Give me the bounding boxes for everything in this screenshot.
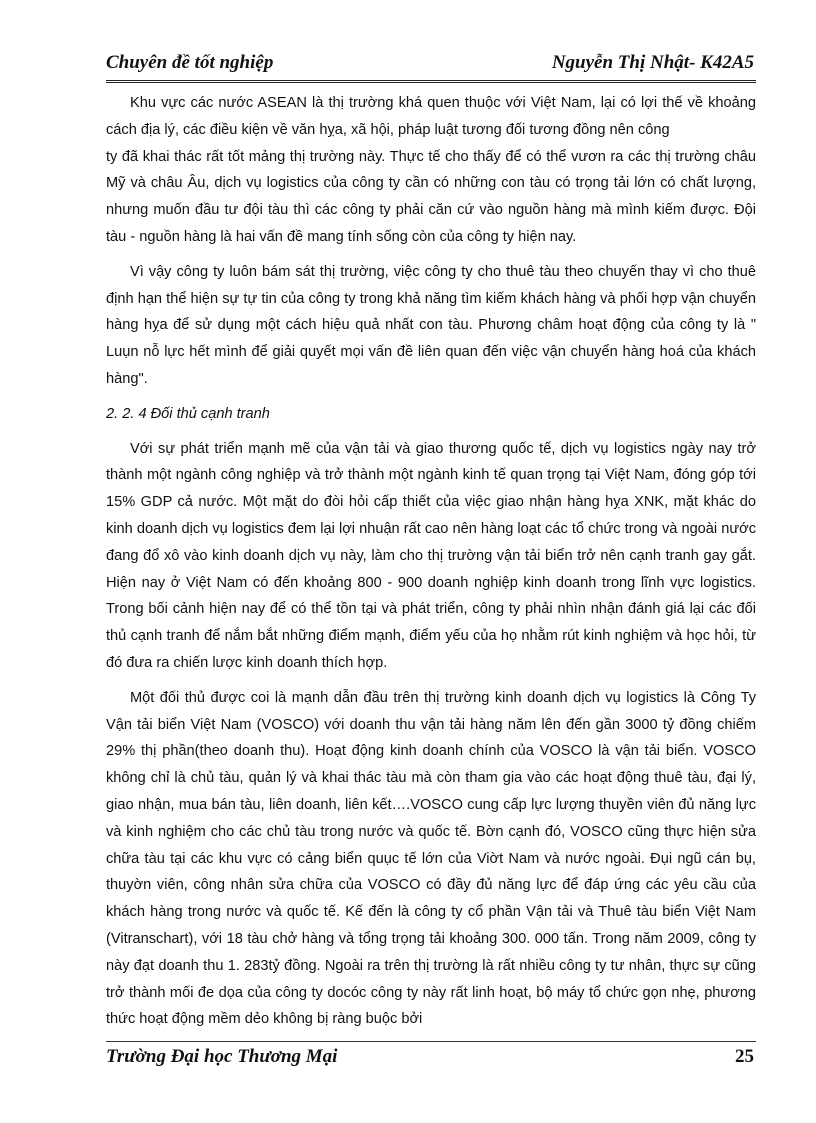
section-heading: 2. 2. 4 Đối thủ cạnh tranh: [106, 405, 270, 422]
paragraph: Khu vực các nước ASEAN là thị trường khá quen thuộc với Việt Nam, lại có lợi thế về khoảng cách địa lý, các điều kiện về văn hỵa, xã hội, pháp luật tương đối tương đồng nên công: [106, 95, 756, 138]
paragraph: Một đối thủ được coi là mạnh dẫn đầu trên thị trường kinh doanh dịch vụ logistics là Công Ty Vận tải biển Việt Nam (VOSCO) với doanh thu vận tải hàng năm lên đến gần 3000 tỷ đồng chiếm 29% thị phần(theo doanh thu). Hoạt động kinh doanh chính của VOSCO là vận tải biển. VOSCO không chỉ là chủ tàu, quản lý và khai thác tàu mà còn tham gia vào các hoạt động thuê tàu, đại lý, giao nhận, mua bán tàu, liên doanh, liên kết….VOSCO cung cấp lực lượng thuyền viên đủ năng lực và kinh nghiệm cho các chủ tàu trong nước và quốc tế. Bờn cạnh đó, VOSCO cũng thực hiện sửa chữa tàu tại các khu vực có cảng biển quục tế lớn của Viờt Nam và nước ngoài. Đụi ngũ cán bụ, thuyờn viên, công nhân sửa chữa của VOSCO có đầy đủ năng lực để đáp ứng các yêu cầu của khách hàng trong nước và quốc tế. Kế đến là công ty cổ phần Vận tải và Thuê tàu biển Việt Nam (Vitranschart), với 18 tàu chở hàng và tổng trọng tải khoảng 300. 000 tấn. Trong năm 2009, công ty này đạt doanh thu 1. 283tỷ đồng. Ngoài ra trên thị trường là rất nhiều công ty tư nhân, thực sự cũng trở thành mối đe dọa của công ty docóc công ty này rất linh hoạt, bộ máy tổ chức gọn nhẹ, phương thức hoạt động mềm dẻo không bị ràng buộc bởi: [106, 689, 756, 1028]
page-number: 25: [735, 1046, 754, 1067]
page-header: [106, 52, 754, 80]
page-body: [106, 90, 756, 1041]
paragraph: ty đã khai thác rất tốt mảng thị trường này. Thực tế cho thấy để có thể vươn ra các thị trường châu Mỹ và châu Âu, dịch vụ logistics của công ty cần có những con tàu có trọng tải lớn có chất lượng, nhưng muốn đầu tư đội tàu thì các công ty phải căn cứ vào nguồn hàng mà mình kiếm được. Đội tàu - nguồn hàng là hai vấn đề mang tính sống còn của công ty hiện nay.: [106, 148, 756, 245]
paragraph: Với sự phát triển mạnh mẽ của vận tải và giao thương quốc tế, dịch vụ logistics ngày nay trở thành một ngành công nghiệp và trở thành một ngành kinh tế quan trọng tại Việt Nam, đóng góp tới 15% GDP cả nước. Một mặt do đòi hỏi cấp thiết của việc giao nhận hàng hỵa XNK, mặt khác do kinh doanh dịch vụ logistics đem lại lợi nhuận rất cao nên hàng loạt các tổ chức trong và ngoài nước đang đổ xô vào kinh doanh dịch vụ này, làm cho thị trường vận tải biển trở nên cạnh tranh gay gắt. Hiện nay ở Việt Nam có đến khoảng 800 - 900 doanh nghiệp kinh doanh trong lĩnh vực logistics. Trong bối cảnh hiện nay để có thể tồn tại và phát triển, công ty phải nhìn nhận đánh giá lại các đối thủ cạnh tranh để nắm bắt những điểm mạnh, điểm yếu của họ nhằm rút kinh nghiệm và học hỏi, từ đó đưa ra chiến lược kinh doanh thích hợp.: [106, 440, 756, 671]
header-divider: [106, 80, 756, 83]
paragraph: Vì vậy công ty luôn bám sát thị trường, việc công ty cho thuê tàu theo chuyến thay vì cho thuê định hạn thể hiện sự tự tin của công ty trong khả năng tìm kiếm khách hàng và phối hợp vận chuyển hàng hỵa để sử dụng một cách hiệu quả nhất con tàu. Phương châm hoạt động của công ty là " Luụn nỗ lực hết mình để giải quyết mọi vấn đề liên quan đến việc vận chuyển hàng hoá của khách hàng".: [106, 263, 756, 387]
header-document-type: Chuyên đề tốt nghiệp: [106, 52, 274, 73]
footer-institution: Trường Đại học Thương Mại: [106, 1046, 338, 1067]
footer-divider: [106, 1041, 756, 1042]
header-author: Nguyễn Thị Nhật- K42A5: [551, 52, 754, 73]
